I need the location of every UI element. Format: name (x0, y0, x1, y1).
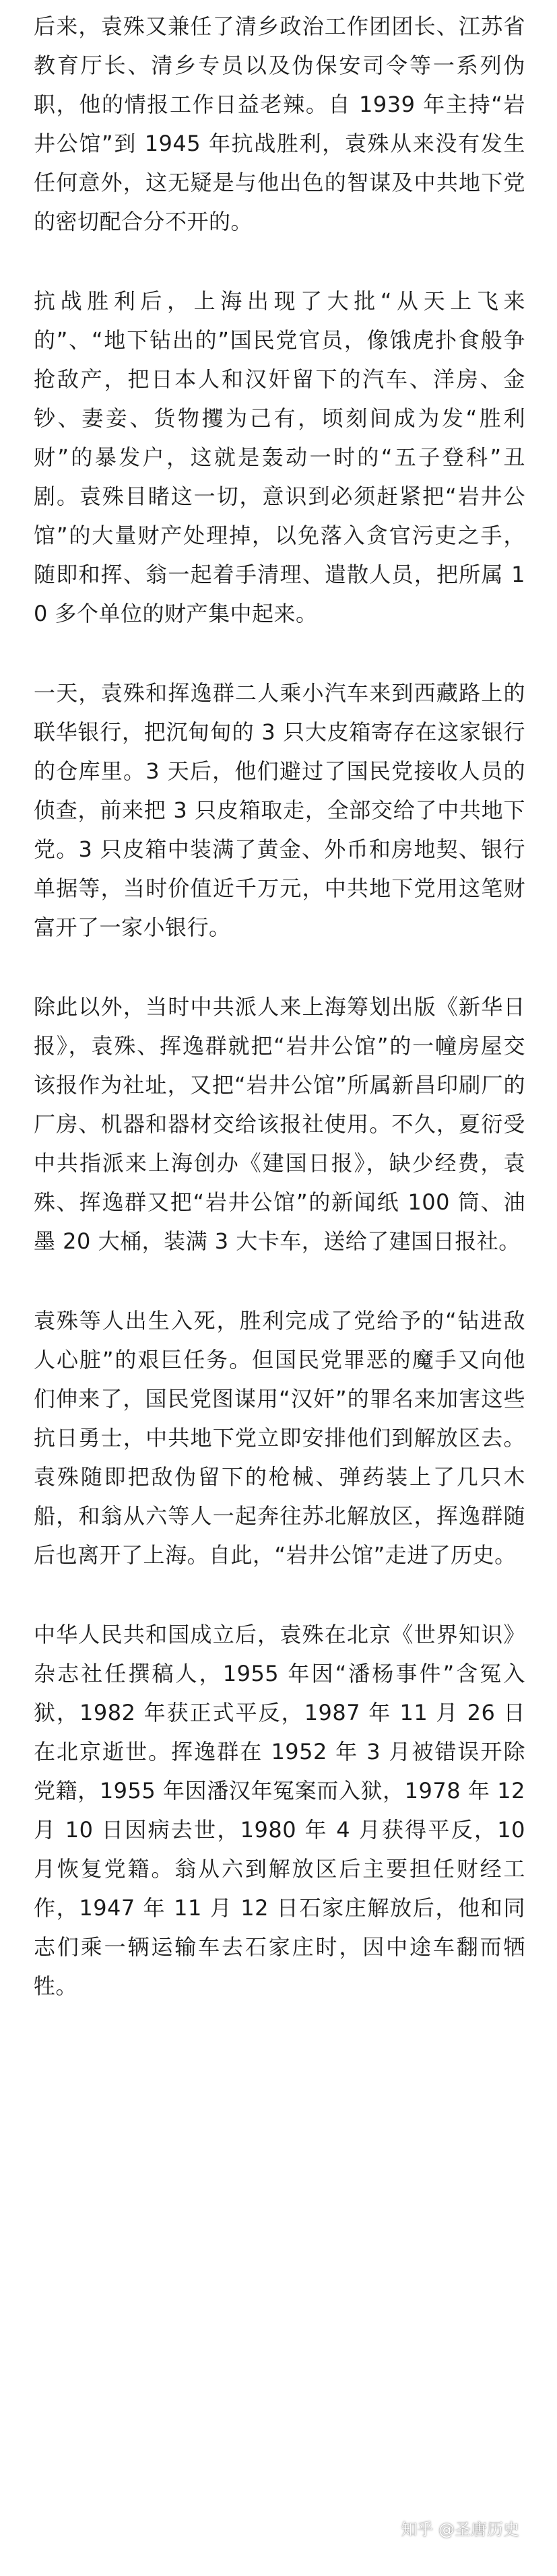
paragraph-3: 一天，袁殊和挥逸群二人乘小汽车来到西藏路上的联华银行，把沉甸甸的 3 只大皮箱寄存在这家银行的仓库里。3 天后，他们避过了国民党接收人员的侦查，前来把 3 只皮箱取走，全部交给了中共地下党。3 只皮箱中装满了黄金、外币和房地契、银行单据等，当时价值近千万元，中共地下党用这笔财富开了一家小银行。 (34, 680, 525, 940)
article-body (34, 7, 525, 2006)
paragraph-6: 中华人民共和国成立后，袁殊在北京《世界知识》杂志社任撰稿人，1955 年因“潘杨事件”含冤入狱，1982 年获正式平反，1987 年 11 月 26 日在北京逝世。挥逸群在 1952 年 3 月被错误开除党籍，1955 年因潘汉年冤案而入狱，1978 年 12 月 10 日因病去世，1980 年 4 月获得平反，10 月恢复党籍。翁从六到解放区后主要担任财经工作，1947 年 11 月 12 日石家庄解放后，他和同志们乘一辆运输车去石家庄时，因中途车翻而牺牲。 (34, 1622, 525, 1999)
zhihu-watermark: 知乎 @圣唐历史 (401, 2520, 519, 2539)
paragraph-2: 抗战胜利后，上海出现了大批“从天上飞来的”、“地下钻出的”国民党官员，像饿虎扑食般争抢敌产，把日本人和汉奸留下的汽车、洋房、金钞、妻妾、货物攫为己有，顷刻间成为发“胜利财”的暴发户，这就是轰动一时的“五子登科”丑剧。袁殊目睹这一切，意识到必须赶紧把“岩井公馆”的大量财产处理掉，以免落入贪官污吏之手，随即和挥、翁一起着手清理、遣散人员，把所属 10 多个单位的财产集中起来。 (34, 288, 525, 626)
paragraph-1: 后来，袁殊又兼任了清乡政治工作团团长、江苏省教育厅长、清乡专员以及伪保安司令等一系列伪职，他的情报工作日益老辣。自 1939 年主持“岩井公馆”到 1945 年抗战胜利，袁殊从来没有发生任何意外，这无疑是与他出色的智谋及中共地下党的密切配合分不开的。 (34, 13, 525, 234)
paragraph-4: 除此以外，当时中共派人来上海筹划出版《新华日报》，袁殊、挥逸群就把“岩井公馆”的一幢房屋交该报作为社址，又把“岩井公馆”所属新昌印刷厂的厂房、机器和器材交给该报社使用。不久，夏衍受中共指派来上海创办《建国日报》，缺少经费，袁殊、挥逸群又把“岩井公馆”的新闻纸 100 筒、油墨 20 大桶，装满 3 大卡车，送给了建国日报社。 (34, 994, 525, 1254)
paragraph-5: 袁殊等人出生入死，胜利完成了党给予的“钻进敌人心脏”的艰巨任务。但国民党罪恶的魔手又向他们伸来了，国民党图谋用“汉奸”的罪名来加害这些抗日勇士，中共地下党立即安排他们到解放区去。袁殊随即把敌伪留下的枪械、弹药装上了几只木船，和翁从六等人一起奔往苏北解放区，挥逸群随后也离开了上海。自此，“岩井公馆”走进了历史。 (34, 1308, 525, 1568)
